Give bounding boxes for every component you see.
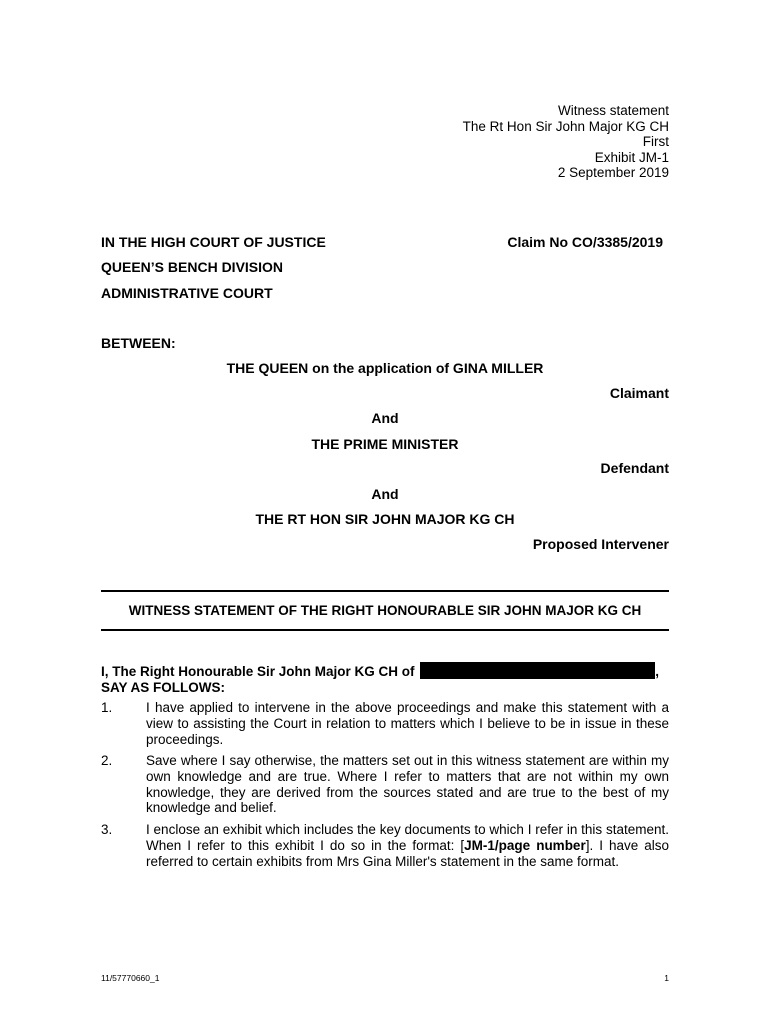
- exhibit-format-reference: JM-1/page number: [464, 837, 586, 853]
- claim-number: Claim No CO/3385/2019: [507, 234, 663, 250]
- claimant-role: Claimant: [609, 385, 669, 401]
- title-rule-bottom: [101, 629, 669, 631]
- defendant-role: Defendant: [600, 460, 669, 476]
- claimant-name: THE QUEEN on the application of GINA MILLER: [226, 360, 544, 376]
- header-date: 2 September 2019: [557, 165, 669, 181]
- paragraph-number: 1.: [101, 700, 113, 715]
- paragraph-text: [146, 822, 669, 869]
- paragraph-text-start: I enclose an exhibit which includes the key documents to which I refer in this statement. When I refer to this exhibit I do so in the format: [: [146, 822, 669, 853]
- and-separator: And: [371, 486, 399, 502]
- court-subdivision: ADMINISTRATIVE COURT: [101, 285, 273, 301]
- intro-prefix: I, The Right Honourable Sir John Major KG CH of: [101, 664, 415, 679]
- paragraph-number: 3.: [101, 822, 113, 837]
- defendant-name: THE PRIME MINISTER: [311, 436, 459, 452]
- intervener-role: Proposed Intervener: [532, 536, 669, 552]
- between-label: BETWEEN:: [101, 335, 176, 351]
- footer-document-reference: 11/57770660_1: [101, 973, 160, 983]
- intro-say-as-follows: SAY AS FOLLOWS:: [101, 679, 226, 695]
- court-division: QUEEN’S BENCH DIVISION: [101, 259, 284, 275]
- paragraph-text: I have applied to intervene in the above proceedings and make this statement with a view to assisting the Court in relation to matters which I believe to be in issue in these proceedings.: [146, 700, 669, 747]
- title-rule-top: [101, 590, 669, 592]
- intro-statement: [101, 662, 669, 695]
- header-witness-name: The Rt Hon Sir John Major KG CH: [462, 118, 669, 134]
- footer-page-number: 1: [664, 973, 669, 983]
- header-doc-type: Witness statement: [557, 103, 669, 118]
- header-statement-number: First: [642, 134, 669, 150]
- paragraph-number: 2.: [101, 753, 113, 768]
- intro-comma: ,: [655, 664, 660, 679]
- address-redaction: [420, 662, 655, 679]
- statement-title: WITNESS STATEMENT OF THE RIGHT HONOURABLE SIR JOHN MAJOR KG CH: [128, 603, 642, 618]
- intervener-name: THE RT HON SIR JOHN MAJOR KG CH: [255, 511, 515, 527]
- document-header: [463, 103, 669, 181]
- header-exhibit: Exhibit JM-1: [594, 149, 669, 165]
- and-separator: And: [371, 410, 399, 426]
- paragraph-text: Save where I say otherwise, the matters set out in this witness statement are within my own knowledge and are true. Where I refer to matters that are not within my own knowledge, they are derived from the sources stated and are true to the best of my knowledge and belief.: [146, 753, 669, 816]
- paragraph-text-end: ]. I have also referred to certain exhibits from Mrs Gina Miller's statement in the same format.: [146, 837, 670, 869]
- court-name: IN THE HIGH COURT OF JUSTICE: [101, 234, 326, 250]
